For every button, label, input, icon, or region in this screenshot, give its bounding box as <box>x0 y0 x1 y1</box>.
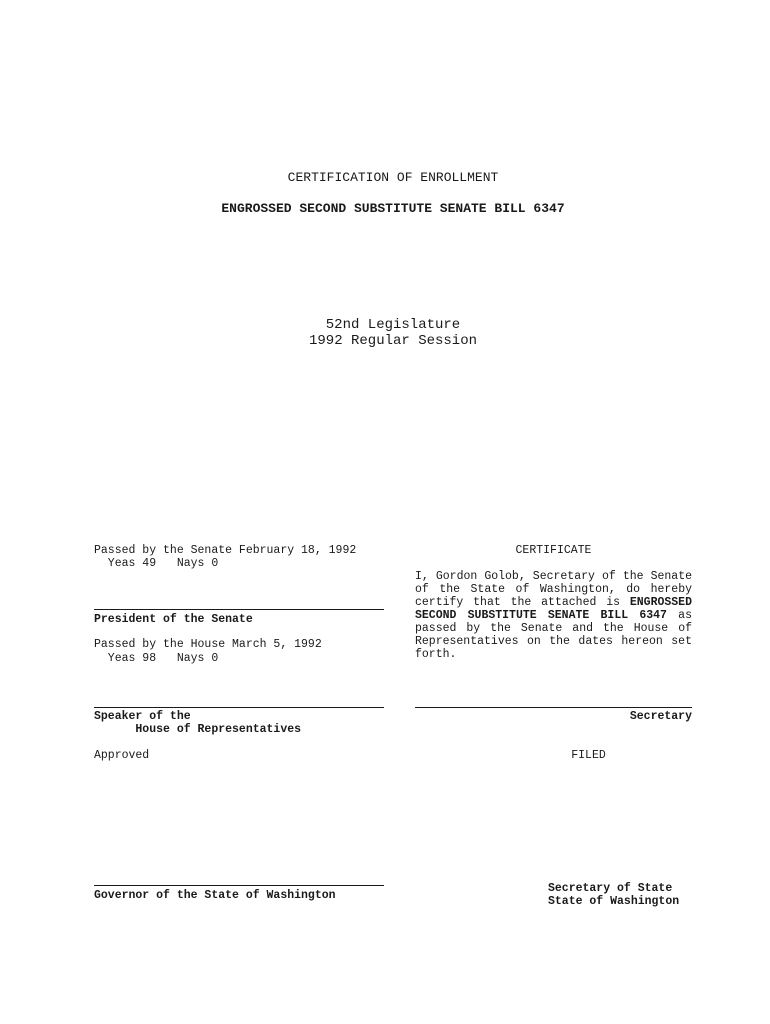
house-passed-text: Passed by the House March 5, 1992 <box>94 638 322 651</box>
bill-title: ENGROSSED SECOND SUBSTITUTE SENATE BILL 6347 <box>221 201 565 216</box>
speaker-signature-line <box>94 707 384 708</box>
certification-title: CERTIFICATION OF ENROLLMENT <box>287 170 499 185</box>
president-signature-line <box>94 609 384 610</box>
certificate-text-after: as passed by the Senate and the House of Representatives on the dates hereon set forth. <box>415 609 692 661</box>
governor-label: Governor of the State of Washington <box>94 889 336 902</box>
certificate-bill-name: ENGROSSED SECOND SUBSTITUTE SENATE BILL 6347 <box>415 596 692 622</box>
senate-passed-text: Passed by the Senate February 18, 1992 <box>94 544 357 557</box>
approved-label: Approved <box>94 749 150 762</box>
legislature-label: 52nd Legislature <box>325 317 461 333</box>
speaker-label-line1: Speaker of the <box>94 710 191 723</box>
state-of-washington-label: State of Washington <box>548 895 680 908</box>
filed-label: FILED <box>571 749 606 762</box>
house-votes-text: Yeas 98 Nays 0 <box>94 652 219 665</box>
speaker-label-line2: House of Representatives <box>94 723 302 736</box>
president-label: President of the Senate <box>94 613 253 626</box>
session-label: 1992 Regular Session <box>308 333 478 349</box>
senate-votes-text: Yeas 49 Nays 0 <box>94 557 219 570</box>
governor-signature-line <box>94 885 384 886</box>
secretary-of-state-label: Secretary of State <box>548 882 673 895</box>
certificate-body <box>415 570 692 661</box>
certificate-text-before: I, Gordon Golob, Secretary of the Senate of the State of Washington, do hereby certify that the attached is <box>415 570 692 609</box>
certificate-heading: CERTIFICATE <box>515 544 592 557</box>
secretary-label: Secretary <box>629 710 692 723</box>
secretary-signature-line <box>415 707 692 708</box>
